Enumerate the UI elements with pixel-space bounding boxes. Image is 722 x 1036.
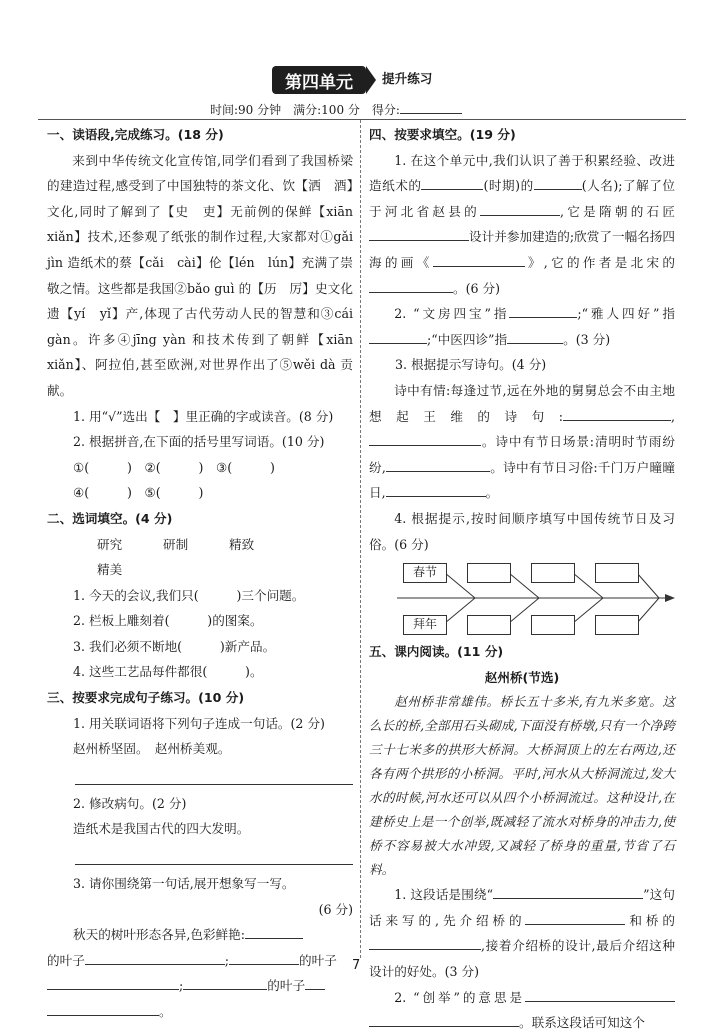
section-4-q1 — [369, 148, 675, 302]
fill-blank[interactable] — [369, 280, 453, 293]
section-2-heading: 二、选词填空。(4 分) — [47, 510, 173, 526]
fill-blank[interactable] — [563, 408, 671, 421]
q-text: ;“雅人四好”指 — [577, 306, 675, 322]
section-5-q1 — [369, 882, 675, 984]
fill-blank[interactable] — [47, 1003, 159, 1016]
festival-box[interactable] — [467, 563, 511, 583]
q-text: ,它是隋朝的石匠 — [560, 203, 675, 219]
section-4-heading: 四、按要求填空。(19 分) — [369, 127, 516, 142]
left-column — [47, 122, 366, 1025]
fill-blank[interactable] — [183, 977, 267, 990]
fill-blank[interactable] — [369, 937, 481, 950]
fill-blank[interactable] — [369, 331, 427, 344]
section-3-q3-line-3: ; 的叶子 — [47, 973, 353, 999]
column-divider — [360, 120, 361, 958]
score-blank[interactable] — [400, 103, 462, 114]
festival-timeline-diagram — [397, 561, 675, 635]
section-3-q1: 1. 用关联词语将下列句子连成一句话。(2 分) — [73, 715, 325, 731]
reading-passage: 赵州桥非常雄伟。桥长五十多米,有九米多宽。这么长的桥,全部用石头砌成,下面没有桥墩,只有一个净跨三十七米多的拱形大桥洞。大桥洞顶上的左右两边,还各有两个拱形的小桥洞。平时,河水从大桥洞流过,发大水的时候,河水还可以从四个小桥洞流过。这种设计,在建桥史上是一个创举,既减轻了流水对桥身的冲击力,使桥不容易被大水冲毁,又减轻了桥身的重量,节省了石料。 — [369, 694, 675, 878]
section-3-q3-line-1 — [47, 922, 353, 948]
q-text: 。诗中有节日场景:清明时节雨纷纷, — [369, 434, 675, 475]
q-text: 。(3 分) — [563, 331, 611, 347]
section-2-q4[interactable]: 4. 这些工艺品每件都很( )。 — [73, 664, 263, 680]
section-2-q1[interactable]: 1. 今天的会议,我们只( )三个问题。 — [73, 587, 305, 603]
section-3-q3-text: 秋天的树叶形态各异,色彩鲜艳: — [73, 927, 245, 943]
fill-blank[interactable] — [507, 331, 563, 344]
fill-blank[interactable] — [525, 989, 675, 1002]
q-text: 。(6 分) — [453, 280, 501, 296]
section-3-q3-suffix: 的叶子 — [267, 978, 306, 994]
q-text: 2. “文房四宝”指 — [394, 306, 510, 322]
section-3-q3-line-2: 的叶子 ; 的叶子 — [47, 952, 337, 968]
fill-blank[interactable] — [85, 952, 225, 965]
section-1-answer-row-1[interactable]: ①( ) ②( ) ③( ) — [73, 459, 275, 475]
exam-meta — [210, 101, 462, 118]
exam-meta-text: 时间:90 分钟 满分:100 分 得分: — [210, 103, 400, 117]
q-text: 。联系这段话可知这个 — [519, 1015, 645, 1031]
fill-blank[interactable] — [433, 254, 525, 267]
fill-blank[interactable] — [369, 1014, 519, 1027]
fill-blank[interactable] — [525, 912, 625, 925]
q-text: ”这句话来写的,先介绍桥的 — [369, 887, 675, 928]
right-column — [369, 122, 675, 1036]
festival-box[interactable] — [531, 563, 575, 583]
section-1-answer-row-2[interactable]: ④( ) ⑤( ) — [73, 485, 204, 501]
section-5-heading: 五、课内阅读。(11 分) — [369, 644, 504, 660]
fill-blank[interactable] — [480, 203, 560, 216]
reading-title: 赵州桥(节选) — [484, 669, 560, 685]
q-text: (人名);了解了位于河北省赵县的 — [369, 178, 675, 219]
fill-blank[interactable] — [369, 228, 469, 241]
fill-blank[interactable] — [509, 305, 577, 318]
section-3-q3-score: (6 分) — [318, 901, 353, 917]
fill-blank[interactable] — [386, 459, 490, 472]
section-3-q3: 3. 请你围绕第一句话,展开想象写一写。 — [73, 876, 295, 892]
answer-line[interactable] — [75, 762, 353, 785]
answer-line[interactable] — [75, 842, 353, 865]
section-1-q1: 1. 用“√”选出【 】里正确的字或读音。(8 分) — [73, 408, 334, 424]
custom-box-new-year: 拜年 — [403, 615, 447, 635]
header-rule — [38, 119, 686, 120]
section-3-q1-text: 赵州桥坚固。 赵州桥美观。 — [73, 741, 231, 757]
page-number: 7 — [352, 958, 361, 973]
section-3-heading: 三、按要求完成句子练习。(10 分) — [47, 690, 245, 706]
fill-blank[interactable] — [245, 926, 303, 939]
section-2-q3[interactable]: 3. 我们必须不断地( )新产品。 — [73, 638, 276, 654]
custom-box[interactable] — [531, 615, 575, 635]
q-text: ,接着介绍桥的设计,最后介绍这种设计的好处。(3 分) — [369, 938, 675, 980]
q-text: 》,它的作者是北宋的 — [524, 254, 675, 270]
custom-box[interactable] — [595, 615, 639, 635]
section-4-q3: 3. 根据提示写诗句。(4 分) — [395, 357, 547, 373]
fill-blank[interactable] — [369, 433, 481, 446]
q-text: 和桥的 — [625, 912, 676, 928]
word-bank-item: 精美 — [97, 562, 123, 578]
fill-blank[interactable] — [229, 952, 299, 965]
q-text: 设计并参加建造的;欣赏了一幅名扬四海的画《 — [369, 229, 675, 270]
q-text: (时期)的 — [483, 178, 534, 194]
section-4-q4: 4. 根据提示,按时间顺序填写中国传统节日及习俗。(6 分) — [369, 510, 675, 552]
q-text: 。诗中有节日习俗:千门万户曈曈日, — [369, 459, 675, 501]
section-4-q3-body: 诗中有情:每逢过节,远在外地的舅舅总会不由主地想起王维的诗句: ,。诗中有节日场景:清明时节雨纷纷, 。诗中有节日习俗:千门万户曈曈日, 。 — [369, 382, 675, 501]
section-2-q2[interactable]: 2. 栏板上雕刻着( )的图案。 — [73, 613, 263, 629]
fill-blank[interactable] — [386, 484, 486, 497]
q-text: 2. “创举”的意思是 — [394, 989, 525, 1005]
q-text: 诗中有情:每逢过节,远在外地的舅舅总会不由主地想起王维的诗句: — [369, 382, 675, 424]
q-text: 1. 在这个单元中,我们认识了善于积累经验、改进造纸术的 — [369, 152, 675, 194]
fill-blank[interactable] — [305, 977, 325, 990]
fill-blank[interactable] — [47, 977, 179, 990]
q-text: 1. 这段话是围绕“ — [394, 887, 494, 903]
section-1-heading: 一、读语段,完成练习。(18 分) — [47, 127, 224, 142]
fill-blank[interactable] — [421, 177, 483, 190]
word-bank-item: 研制 — [163, 536, 189, 552]
word-bank-item: 精致 — [229, 536, 255, 552]
section-1-q2: 2. 根据拼音,在下面的括号里写词语。(10 分) — [73, 434, 325, 450]
section-3-q2-text: 造纸术是我国古代的四大发明。 — [73, 821, 250, 837]
fill-blank[interactable] — [534, 177, 582, 190]
word-bank — [47, 532, 353, 583]
q-text: ;“中医四诊”指 — [427, 331, 508, 347]
festival-box-spring: 春节 — [403, 563, 447, 583]
unit-badge-arrow — [366, 66, 376, 94]
section-3-q3-suffix: 的叶子 — [299, 952, 337, 968]
section-3-q2: 2. 修改病句。(2 分) — [73, 795, 187, 811]
custom-box[interactable] — [467, 615, 511, 635]
section-3-q3-suffix: 的叶子 — [47, 952, 85, 968]
section-4-q2 — [369, 301, 675, 352]
period: 。 — [159, 1004, 172, 1019]
section-5-q2 — [369, 985, 675, 1036]
section-3-q3-line-4 — [47, 999, 353, 1025]
word-bank-item: 研究 — [97, 536, 123, 552]
festival-box[interactable] — [595, 563, 639, 583]
fill-blank[interactable] — [493, 886, 643, 899]
page-title: 提升练习 — [382, 71, 433, 86]
unit-badge: 第四单元 — [272, 66, 366, 94]
section-1-paragraph: 来到中华传统文化宣传馆,同学们看到了我国桥梁的建造过程,感受到了中国独特的茶文化、饮【洒 酒】文化,同时了解到了【史 吏】无前例的保鲜【xiān xiǎn】技术,还参观了纸张的制作过程,大家都对①gǎi jìn 造纸术的蔡【cǎi cài】伦【lén lún】充满了崇敬之情。这些都是我国②bǎo guì 的【历 厉】史文化遗【yí yǐ】产,体现了古代劳动人民的智慧和③cái gàn。许多④jīng yàn 和技术传到了朝鲜【xiān xiǎn】、阿拉伯,甚至欧洲,对世界作出了⑤wěi dà 贡献。 — [47, 152, 366, 398]
